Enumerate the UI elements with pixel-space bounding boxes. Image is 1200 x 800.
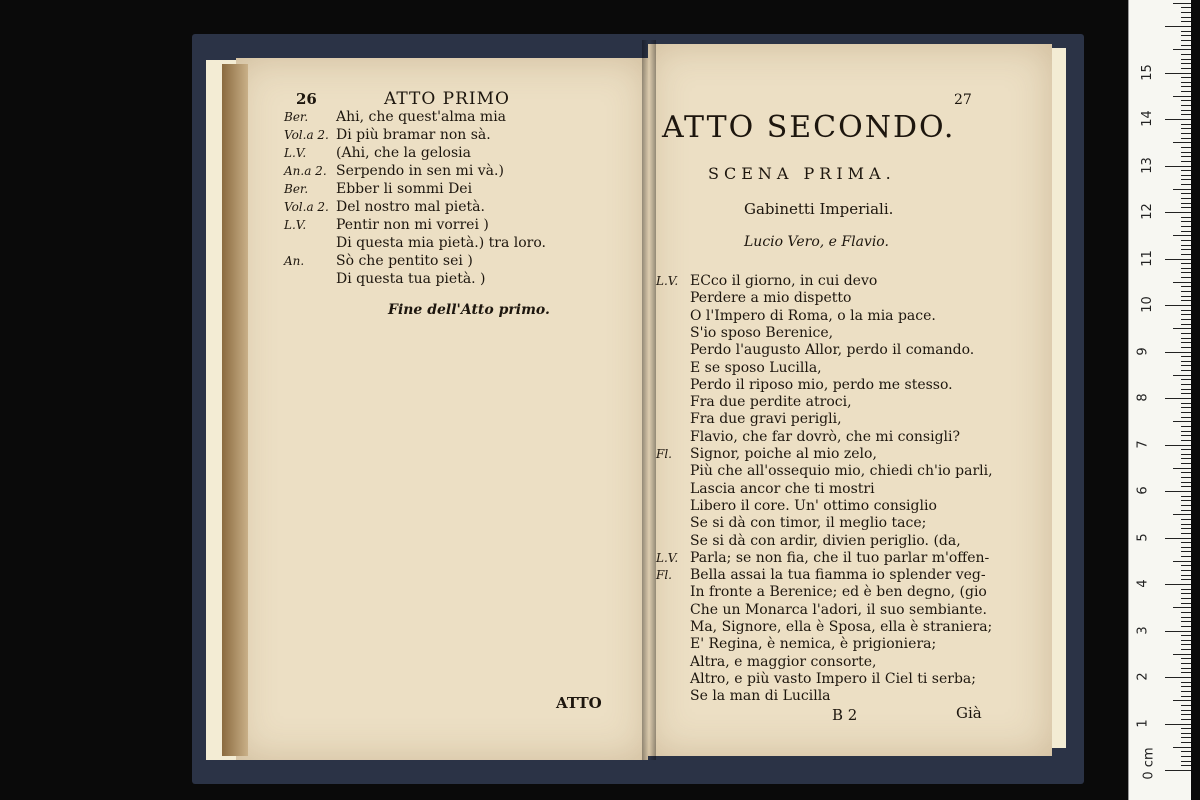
ruler-tick	[1173, 235, 1191, 236]
ruler-tick	[1165, 770, 1191, 771]
ruler-tick	[1181, 91, 1191, 92]
ruler-tick	[1181, 361, 1191, 362]
ruler-number: 9	[1135, 346, 1151, 356]
verse-line: Ahi, che quest'alma mia	[336, 109, 507, 125]
ruler-tick	[1181, 370, 1191, 371]
ruler-tick	[1181, 579, 1191, 580]
ruler-tick	[1181, 277, 1191, 278]
verse-line: E se sposo Lucilla,	[690, 359, 822, 376]
ruler-tick	[1181, 365, 1191, 366]
ruler-tick	[1181, 86, 1191, 87]
left-page-number: 26	[296, 90, 317, 108]
verse-line: Serpendo in sen mi và.)	[336, 163, 504, 179]
ruler-tick	[1165, 73, 1191, 74]
verse-line: Lascia ancor che ti mostri	[690, 480, 875, 497]
right-page-catchword: Già	[956, 704, 982, 722]
ruler-tick	[1181, 379, 1191, 380]
ruler-tick	[1173, 189, 1191, 190]
verse-line: Ebber li sommi Dei	[336, 181, 473, 197]
ruler-tick	[1181, 477, 1191, 478]
ruler-tick	[1181, 114, 1191, 115]
ruler-tick	[1181, 231, 1191, 232]
ruler-tick	[1181, 68, 1191, 69]
ruler-tick	[1181, 105, 1191, 106]
ruler-tick	[1181, 547, 1191, 548]
ruler-tick	[1181, 54, 1191, 55]
ruler-tick	[1181, 486, 1191, 487]
verse-line: Flavio, che far dovrò, che mi consigli?	[690, 428, 961, 445]
ruler-tick	[1181, 356, 1191, 357]
ruler-tick	[1181, 733, 1191, 734]
ruler-tick	[1173, 328, 1191, 329]
ruler-tick	[1181, 393, 1191, 394]
ruler-tick	[1181, 533, 1191, 534]
ruler-tick	[1181, 184, 1191, 185]
ruler-tick	[1181, 152, 1191, 153]
ruler-tick	[1181, 268, 1191, 269]
speaker-label: An.a 2.	[284, 164, 327, 178]
ruler-tick	[1181, 203, 1191, 204]
ruler-tick	[1181, 161, 1191, 162]
speaker-label: Ber.	[284, 110, 309, 124]
ruler-tick	[1173, 49, 1191, 50]
verse-line: Parla; se non fia, che il tuo parlar m'offen-	[690, 549, 990, 566]
verse-line: Pentir non mi vorrei )	[336, 217, 489, 233]
ruler-tick	[1181, 217, 1191, 218]
ruler-tick	[1181, 314, 1191, 315]
ruler-tick	[1181, 63, 1191, 64]
verse-line: Fra due gravi perigli,	[690, 411, 842, 428]
left-page-text	[284, 108, 624, 298]
verse-line: ECco il giorno, in cui devo	[690, 273, 878, 289]
verse-line: Se si dà con ardir, divien periglio. (da,	[690, 532, 961, 549]
ruler-tick	[1181, 565, 1191, 566]
ruler-tick	[1181, 742, 1191, 743]
ruler-tick	[1181, 124, 1191, 125]
ruler-tick	[1181, 319, 1191, 320]
ruler-tick	[1181, 128, 1191, 129]
verse-line: S'io sposo Berenice,	[690, 324, 834, 341]
ruler-tick	[1181, 245, 1191, 246]
ruler-tick	[1181, 454, 1191, 455]
ruler-number: 10	[1139, 296, 1155, 313]
ruler-tick	[1173, 607, 1191, 608]
verse-line: Se la man di Lucilla	[690, 688, 831, 705]
ruler-tick	[1181, 110, 1191, 111]
verse-line: Signor, poiche al mio zelo,	[690, 446, 877, 462]
ruler-tick	[1181, 589, 1191, 590]
ruler-number: 12	[1139, 203, 1155, 220]
ruler-tick	[1181, 226, 1191, 227]
ruler-tick	[1181, 668, 1191, 669]
ruler-tick	[1181, 286, 1191, 287]
ruler-tick	[1181, 751, 1191, 752]
ruler-tick	[1173, 561, 1191, 562]
ruler-tick	[1181, 635, 1191, 636]
ruler-tick	[1181, 198, 1191, 199]
book-gutter	[642, 40, 656, 760]
ruler-number: 6	[1135, 486, 1151, 495]
scene-setting: Gabinetti Imperiali.	[744, 200, 894, 218]
ruler-tick	[1165, 259, 1191, 260]
ruler-number: 15	[1139, 63, 1155, 81]
verse-line: In fronte a Berenice; ed è ben degno, (gio	[690, 584, 987, 601]
ruler-tick	[1181, 649, 1191, 650]
ruler-tick	[1181, 528, 1191, 529]
ruler-tick	[1181, 133, 1191, 134]
ruler-tick	[1165, 584, 1191, 585]
speaker-label: L.V.	[284, 146, 307, 160]
ruler-tick	[1181, 21, 1191, 22]
ruler-tick	[1181, 598, 1191, 599]
ruler-tick	[1181, 324, 1191, 325]
verse-line: Di questa tua pietà. )	[336, 271, 486, 287]
ruler-tick	[1165, 445, 1191, 446]
ruler-tick	[1181, 658, 1191, 659]
ruler-tick	[1181, 45, 1191, 46]
ruler-tick	[1181, 342, 1191, 343]
ruler-tick	[1165, 538, 1191, 539]
ruler-tick	[1181, 500, 1191, 501]
speaker-label: L.V.	[656, 550, 679, 565]
right-page-number: 27	[954, 92, 972, 108]
verse-line: Perdo l'augusto Allor, perdo il comando.	[690, 342, 975, 359]
ruler-tick	[1181, 138, 1191, 139]
ruler-tick	[1181, 542, 1191, 543]
ruler-tick	[1165, 26, 1191, 27]
ruler-tick	[1181, 82, 1191, 83]
ruler-tick	[1181, 682, 1191, 683]
ruler-tick	[1181, 644, 1191, 645]
ruler-tick	[1181, 249, 1191, 250]
ruler-tick	[1181, 705, 1191, 706]
ruler-tick	[1173, 747, 1191, 748]
verse-line: Se si dà con timor, il meglio tace;	[690, 515, 927, 532]
ruler-tick	[1181, 435, 1191, 436]
ruler-tick	[1181, 170, 1191, 171]
ruler-tick	[1181, 31, 1191, 32]
scene-title: SCENA PRIMA.	[708, 164, 896, 183]
speaker-label: Fl.	[656, 568, 672, 583]
ruler-tick	[1181, 617, 1191, 618]
ruler-tick	[1181, 510, 1191, 511]
ruler-tick	[1181, 156, 1191, 157]
ruler-tick	[1181, 291, 1191, 292]
ruler-tick	[1173, 514, 1191, 515]
ruler-number: 14	[1139, 110, 1155, 127]
ruler-tick	[1181, 403, 1191, 404]
speaker-label: Vol.a 2.	[284, 200, 329, 214]
ruler-tick	[1181, 310, 1191, 311]
ruler-tick	[1181, 458, 1191, 459]
ruler-tick	[1165, 352, 1191, 353]
left-page-fore-edge	[222, 64, 248, 756]
ruler-tick	[1173, 96, 1191, 97]
ruler-tick	[1181, 551, 1191, 552]
ruler-tick	[1181, 77, 1191, 78]
left-page-catchword: ATTO	[556, 694, 602, 712]
ruler-tick	[1181, 338, 1191, 339]
verse-line: Che un Monarca l'adori, il suo sembiante.	[690, 601, 987, 618]
ruler-tick	[1181, 175, 1191, 176]
ruler-tick	[1181, 263, 1191, 264]
ruler-tick	[1181, 440, 1191, 441]
ruler-tick	[1181, 505, 1191, 506]
ruler-tick	[1165, 212, 1191, 213]
verse-line: Altro, e più vasto Impero il Ciel ti serba;	[690, 670, 976, 687]
ruler-tick	[1181, 59, 1191, 60]
ruler-tick	[1181, 603, 1191, 604]
verse-line: Sò che pentito sei )	[336, 253, 473, 269]
right-page-text	[656, 272, 1036, 712]
ruler-tick	[1165, 677, 1191, 678]
ruler-tick	[1181, 640, 1191, 641]
ruler-tick	[1181, 389, 1191, 390]
ruler-tick	[1173, 700, 1191, 701]
verse-line: Ma, Signore, ella è Sposa, ella è straniera;	[690, 619, 993, 635]
ruler-tick	[1181, 719, 1191, 720]
ruler-tick	[1181, 272, 1191, 273]
ruler-tick	[1181, 384, 1191, 385]
ruler-tick	[1181, 426, 1191, 427]
ruler-tick	[1181, 524, 1191, 525]
verse-line: O l'Impero di Roma, o la mia pace.	[690, 307, 936, 324]
ruler-tick	[1181, 333, 1191, 334]
ruler-tick	[1173, 375, 1191, 376]
ruler-tick	[1181, 663, 1191, 664]
ruler-tick	[1181, 570, 1191, 571]
ruler-tick	[1181, 347, 1191, 348]
ruler-tick	[1181, 472, 1191, 473]
ruler-tick	[1181, 254, 1191, 255]
act-title: ATTO SECONDO.	[662, 110, 956, 145]
verse-line: Fra due perdite atroci,	[690, 394, 852, 411]
signature-mark: B 2	[832, 706, 858, 724]
scene-characters: Lucio Vero, e Flavio.	[744, 234, 889, 250]
ruler-number: 1	[1135, 718, 1151, 728]
ruler-tick	[1181, 407, 1191, 408]
ruler-tick	[1181, 300, 1191, 301]
ruler-tick	[1181, 756, 1191, 757]
speaker-label: L.V.	[656, 274, 679, 288]
ruler-number: 5	[1135, 532, 1151, 542]
ruler-tick	[1181, 207, 1191, 208]
verse-line: Più che all'ossequio mio, chiedi ch'io parli,	[690, 463, 993, 480]
verse-line: Del nostro mal pietà.	[336, 199, 485, 215]
ruler-tick	[1181, 761, 1191, 762]
page-edges-right	[1050, 48, 1066, 748]
speaker-label: Vol.a 2.	[284, 128, 329, 142]
ruler-tick	[1181, 482, 1191, 483]
ruler-tick	[1181, 417, 1191, 418]
ruler-tick	[1181, 449, 1191, 450]
ruler-tick	[1181, 575, 1191, 576]
verse-line: E' Regina, è nemica, è prigioniera;	[690, 636, 937, 653]
ruler-tick	[1173, 421, 1191, 422]
verse-line: Perdo il riposo mio, perdo me stesso.	[690, 376, 953, 393]
ruler-number: 11	[1139, 249, 1155, 267]
ruler-tick	[1181, 612, 1191, 613]
ruler-tick	[1181, 193, 1191, 194]
ruler-tick	[1181, 296, 1191, 297]
ruler-tick	[1181, 35, 1191, 36]
ruler-tick	[1181, 40, 1191, 41]
speaker-label: Ber.	[284, 182, 309, 196]
left-page-header: ATTO PRIMO	[384, 89, 510, 109]
speaker-label: Fl.	[656, 447, 672, 461]
ruler-tick	[1165, 631, 1191, 632]
ruler-tick	[1181, 696, 1191, 697]
ruler-tick	[1181, 100, 1191, 101]
ruler-tick	[1181, 12, 1191, 13]
ruler-tick	[1181, 765, 1191, 766]
ruler-number: 13	[1139, 156, 1155, 174]
verse-line: Perdere a mio dispetto	[690, 290, 852, 307]
ruler-tick	[1173, 142, 1191, 143]
ruler-tick	[1181, 7, 1191, 8]
ruler-tick	[1165, 491, 1191, 492]
ruler-tick	[1181, 431, 1191, 432]
ruler-number: 3	[1135, 625, 1151, 635]
ruler-tick	[1181, 626, 1191, 627]
speaker-label: An.	[284, 254, 305, 268]
verse-line: Di questa mia pietà.) tra loro.	[336, 235, 546, 251]
ruler-tick	[1181, 463, 1191, 464]
verse-line: Altra, e maggior consorte,	[690, 653, 877, 670]
ruler-tick	[1165, 724, 1191, 725]
ruler-tick	[1181, 519, 1191, 520]
measurement-ruler	[1128, 0, 1191, 800]
ruler-tick	[1173, 3, 1191, 4]
ruler-tick	[1181, 710, 1191, 711]
ruler-tick	[1181, 556, 1191, 557]
left-page-closing: Fine dell'Atto primo.	[388, 302, 550, 318]
ruler-tick	[1165, 398, 1191, 399]
ruler-tick	[1181, 621, 1191, 622]
ruler-tick	[1181, 412, 1191, 413]
verse-line: Bella assai la tua fiamma io splender veg-	[690, 567, 986, 584]
ruler-number: 7	[1135, 439, 1151, 449]
ruler-tick	[1181, 691, 1191, 692]
ruler-tick	[1181, 737, 1191, 738]
ruler-tick	[1173, 468, 1191, 469]
ruler-tick	[1165, 166, 1191, 167]
ruler-tick	[1173, 654, 1191, 655]
ruler-tick	[1173, 282, 1191, 283]
ruler-tick	[1181, 496, 1191, 497]
speaker-label: L.V.	[284, 218, 307, 232]
verse-line: Di più bramar non sà.	[336, 127, 491, 143]
ruler-tick	[1181, 714, 1191, 715]
verse-line: (Ahi, che la gelosia	[336, 145, 471, 161]
ruler-number: 8	[1135, 393, 1151, 402]
ruler-tick	[1181, 672, 1191, 673]
ruler-tick	[1181, 17, 1191, 18]
ruler-number: 2	[1135, 672, 1151, 681]
ruler-tick	[1181, 240, 1191, 241]
ruler-tick	[1181, 686, 1191, 687]
ruler-tick	[1181, 221, 1191, 222]
ruler-tick	[1181, 593, 1191, 594]
ruler-tick	[1165, 119, 1191, 120]
ruler-tick	[1165, 305, 1191, 306]
ruler-tick	[1181, 179, 1191, 180]
ruler-tick	[1181, 728, 1191, 729]
ruler-number: 4	[1135, 579, 1151, 588]
verse-line: Libero il core. Un' ottimo consiglio	[690, 497, 937, 514]
ruler-tick	[1181, 147, 1191, 148]
ruler-unit-label: 0 cm	[1141, 747, 1157, 780]
